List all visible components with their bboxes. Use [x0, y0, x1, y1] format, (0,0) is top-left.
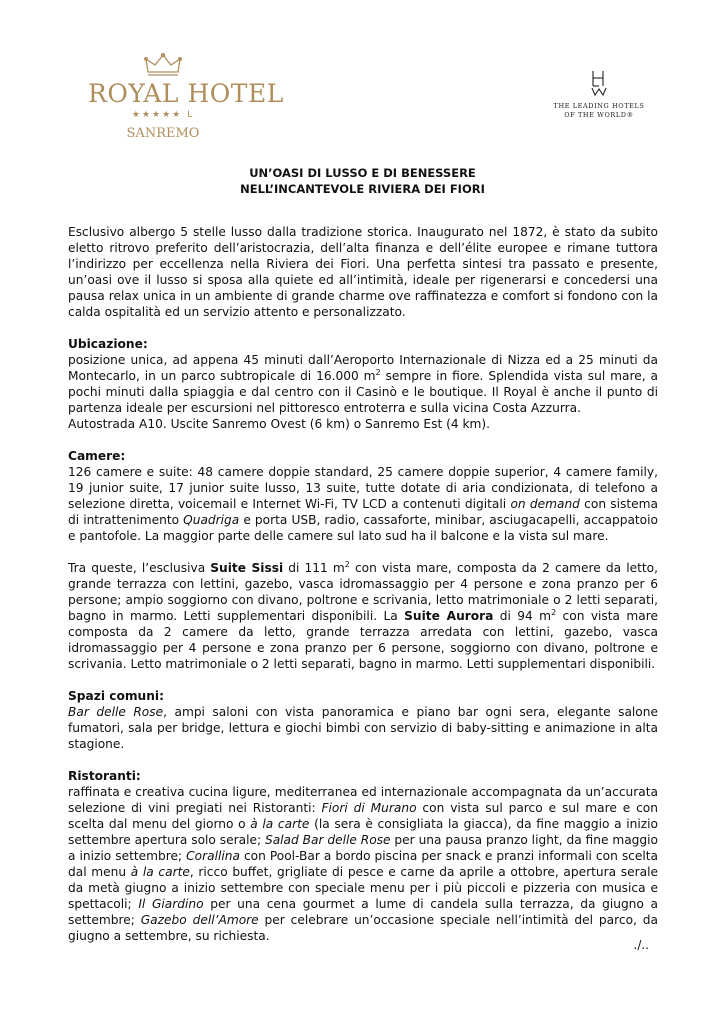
continuation-marker: ./..: [633, 938, 649, 952]
royal-hotel-logo: [88, 52, 284, 141]
intro-paragraph: Esclusivo albergo 5 stelle lusso dalla tradizione storica. Inaugurato nel 1872, è stato da subito eletto ritrovo preferito dell’aristocrazia, dell’alta finanza e dell’élite europee e rimane tuttora l’indirizzo per eccellenza nella Riviera dei Fiori. Una perfetta sintesi tra passato e presente, un’oasi ove il lusso si sposa alla quiete ed all’intimità, ideale per rigenerarsi e concedersi una pausa relax unica in un ambiente di grande charme ove raffinatezza e comfort si fondono con la calda ospitalità ed un servizio attento e personalizzato.: [68, 225, 658, 319]
camere-paragraph: 126 camere e suite: 48 camere doppie standard, 25 camere doppie superior, 4 camere family, 19 junior suite, 17 junior suite lusso, 13 suite, tutte dotate di aria condizionata, di telefono a selezione diretta, voicemail e Internet Wi-Fi, TV LCD a contenuti digitali on demand con sistema di intrattenimento Quadriga e porta USB, radio, cassaforte, minibar, asciugacapelli, accappatoio e pantofole. La maggior parte delle camere sul lato sud ha il balcone e la vista sul mare.: [68, 465, 659, 543]
title-line2: NELL’INCANTEVOLE RIVIERA DEI FIORI: [240, 182, 485, 196]
logo-stars: ★★★★★ L: [131, 110, 195, 120]
leading-hotels-logo: [548, 70, 650, 120]
title-line1: UN’OASI DI LUSSO E DI BENESSERE: [249, 166, 476, 180]
leading-hotels-line2: OF THE WORLD®: [564, 111, 634, 119]
ubicazione-autostrada: Autostrada A10. Uscite Sanremo Ovest (6 km) o Sanremo Est (4 km).: [68, 417, 491, 431]
logo-city: SANREMO: [126, 126, 200, 141]
spazi-paragraph: Bar delle Rose, ampi saloni con vista panoramica e piano bar ogni sera, elegante salone fumatori, sala per bridge, lettura e giochi bimbi con servizio di baby-sitting e animazione in alta stagione.: [68, 705, 658, 751]
leading-hotels-line1: THE LEADING HOTELS: [553, 102, 645, 110]
suite-paragraph: Tra queste, l’esclusiva Suite Sissi di 111 $m^2$ con vista mare, composta da 2 camere da letto, grande terrazza con lettini, gazebo, vasca idromassaggio per 4 persone e zona pranzo per 6 persone; ampio soggiorno con divano, poltrone e scrivania, letto matrimoniale o 2 letti separati, bagno in marmo. Letti supplementari disponibili. La Suite Aurora di 94 $m^2$ con vista mare composta da 2 camere da letto, grande terrazza arredata con lettini, gazebo, vasca idromassaggio per 4 persone e zona pranzo per 6 persone, soggiorno con divano, poltrone e scrivania. Letto matrimoniale o 2 letti separati, bagno in marmo. Letti supplementari disponibili.: [68, 559, 659, 671]
lhw-monogram-icon: [589, 70, 609, 96]
ristoranti-paragraph: raffinata e creativa cucina ligure, mediterranea ed internazionale accompagnata da un’accurata selezione di vini pregiati nei Ristoranti: Fiori di Murano con vista sul parco e sul mare e con scelta dal menu del giorno o à la carte (la sera è consigliata la giacca), da fine maggio a inizio settembre apertura solo serale; Salad Bar delle Rose per una pausa pranzo light, da fine maggio a inizio settembre; Corallina con Pool-Bar a bordo piscina per snack e pranzi informali con scelta dal menu à la carte, ricco buffet, grigliate di pesce e carne da aprile a ottobre, apertura serale da metà giugno a inizio settembre con speciale menu per i più piccoli e pizzeria con musica e spettacoli; Il Giardino per una cena gourmet a lume di candela sulla terrazza, da giugno a settembre; Gazebo dell’Amore per celebrare un’occasione speciale nell’intimità del parco, da giugno a settembre, su richiesta.: [68, 785, 659, 943]
spazi-heading: Spazi comuni:: [68, 689, 164, 703]
camere-heading: Camere:: [68, 449, 126, 463]
page-title: [0, 165, 725, 197]
document-body: [68, 224, 658, 944]
ubicazione-heading: Ubicazione:: [68, 337, 148, 351]
crown-icon: [143, 52, 183, 78]
logo-hotel-name: ROYAL HOTEL: [88, 79, 284, 108]
ristoranti-heading: Ristoranti:: [68, 769, 141, 783]
ubicazione-paragraph: posizione unica, ad appena 45 minuti dall’Aeroporto Internazionale di Nizza ed a 25 minuti da Montecarlo, in un parco subtropicale di 16.000 $m^2$ sempre in fiore. Splendida vista sul mare, a pochi minuti dalla spiaggia e dal centro con il Casinò e le boutique. Il Royal è anche il punto di partenza ideale per escursioni nel pittoresco entroterra e sulla vicina Costa Azzurra.: [68, 353, 658, 415]
